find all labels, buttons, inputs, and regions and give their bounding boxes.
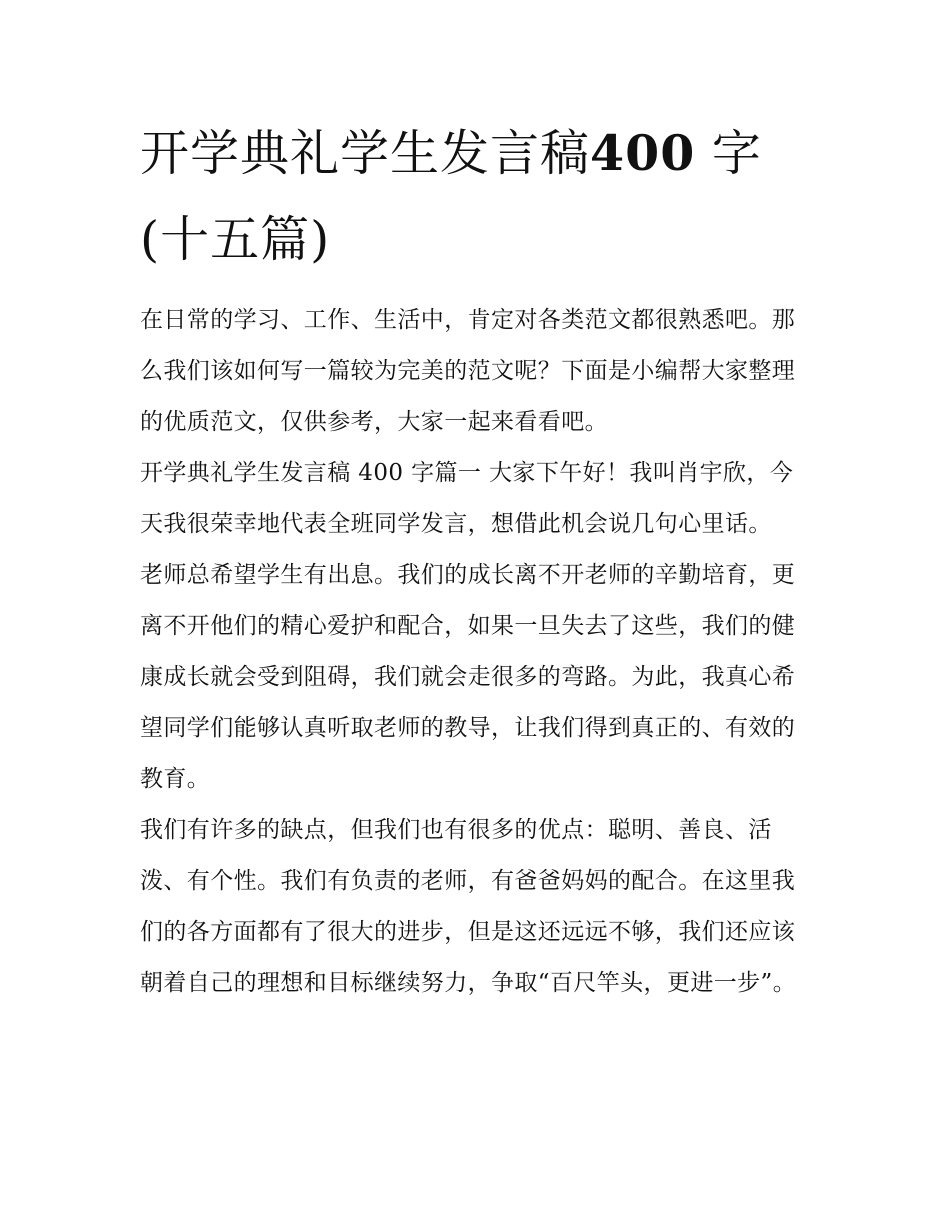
title-text: 开学典礼学生发言稿 <box>140 125 591 182</box>
document-title <box>140 110 815 283</box>
title-number: 400 <box>590 124 696 182</box>
speech-opening-paragraph: 开学典礼学生发言稿 400 字篇一 大家下午好！我叫肖宇欣，今天我很荣幸地代表全班同学发言，想借此机会说几句心里话。 <box>140 460 794 537</box>
intro-paragraph: 在日常的学习、工作、生活中，肯定对各类范文都很熟悉吧。那么我们该如何写一篇较为完美的范文呢？下面是小编帮大家整理的优质范文，仅供参考，大家一起来看看吧。 <box>140 307 796 435</box>
document-body <box>140 295 815 1009</box>
document-content <box>140 110 815 1009</box>
title-suffix: 字(十五篇) <box>140 125 762 268</box>
teacher-paragraph: 老师总希望学生有出息。我们的成长离不开老师的辛勤培育，更离不开他们的精心爱护和配合，如果一旦失去了这些，我们的健康成长就会受到阻碍，我们就会走很多的弯路。为此，我真心希望同学们能够认真听取老师的教导，让我们得到真正的、有效的教育。 <box>140 562 796 792</box>
strengths-paragraph: 我们有许多的缺点，但我们也有很多的优点：聪明、善良、活泼、有个性。我们有负责的老师，有爸爸妈妈的配合。在这里我们的各方面都有了很大的进步，但是这还远远不够，我们还应该朝着自己的理想和目标继续努力，争取“百尺竿头，更进一步”。 <box>140 817 797 996</box>
